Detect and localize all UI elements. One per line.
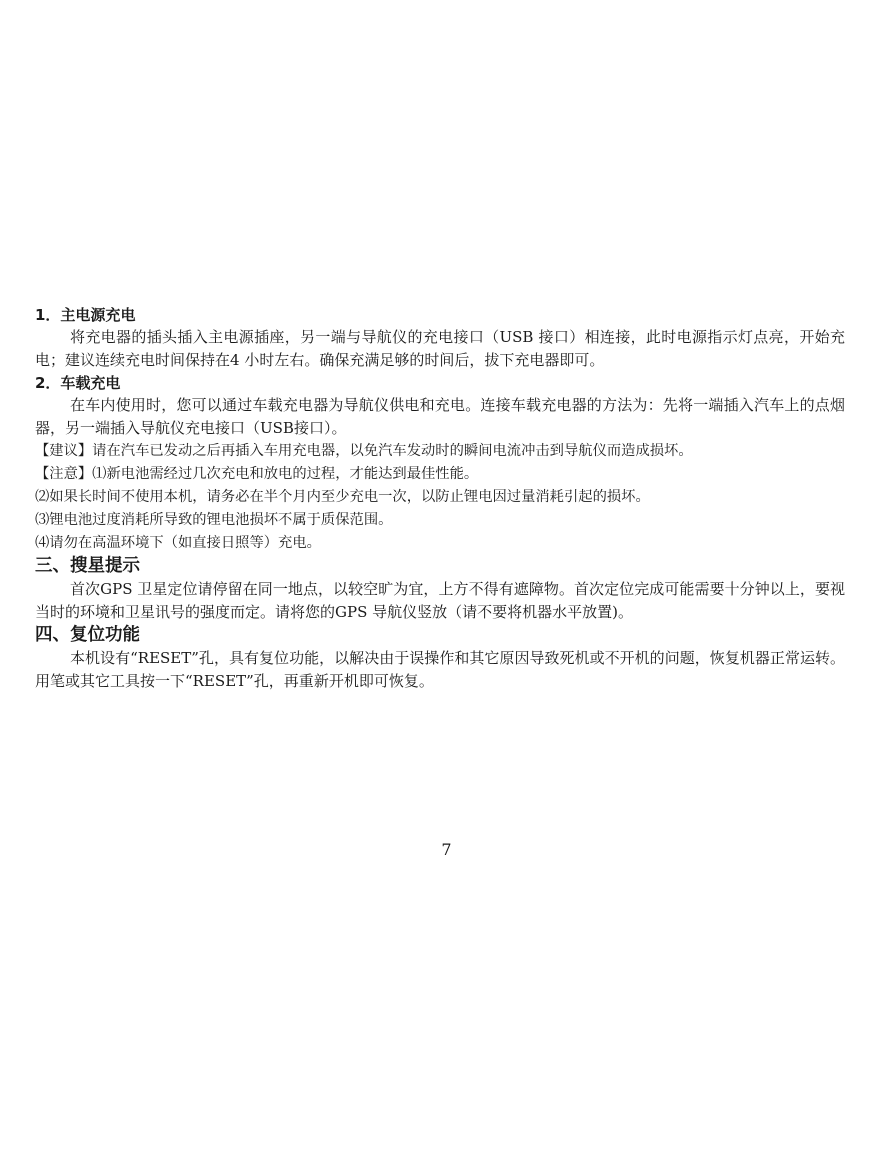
paragraph-car-charging: 在车内使用时，您可以通过车载充电器为导航仪供电和充电。连接车载充电器的方法为：先将一端插入汽车上的点烟器，另一端插入导航仪充电接口（USB接口）。 <box>35 396 845 437</box>
section-heading-car-charging: 2．车载充电 <box>35 374 121 392</box>
section-heading-reset-function: 四、复位功能 <box>35 625 140 645</box>
section-heading-main-power-charging: 1．主电源充电 <box>35 306 136 324</box>
paragraph-reset-function: 本机设有“RESET”孔，具有复位功能，以解决由于误操作和其它原因导致死机或不开机的问题，恢复机器正常运转。用笔或其它工具按一下“RESET”孔，再重新开机即可恢复。 <box>35 649 845 690</box>
page-number: 7 <box>441 840 452 859</box>
caution-note-4: ⑷请勿在高温环境下（如直接日照等）充电。 <box>35 535 321 551</box>
section-heading-satellite-search: 三、搜星提示 <box>35 556 140 576</box>
caution-note-2: ⑵如果长时间不使用本机，请务必在半个月内至少充电一次，以防止锂电因过量消耗引起的损坏。 <box>35 489 650 505</box>
suggestion-note: 【建议】请在汽车已发动之后再插入车用充电器，以免汽车发动时的瞬间电流冲击到导航仪而造成损坏。 <box>35 443 693 459</box>
document-body <box>35 304 845 693</box>
caution-note-1: 【注意】⑴新电池需经过几次充电和放电的过程，才能达到最佳性能。 <box>35 466 479 482</box>
caution-note-3: ⑶锂电池过度消耗所导致的锂电池损坏不属于质保范围。 <box>35 512 393 528</box>
paragraph-satellite-search: 首次GPS 卫星定位请停留在同一地点，以较空旷为宜，上方不得有遮障物。首次定位完成可能需要十分钟以上，要视当时的环境和卫星讯号的强度而定。请将您的GPS 导航仪竖放（请不要将机器水平放置)。 <box>35 580 845 621</box>
paragraph-main-power-charging: 将充电器的插头插入主电源插座，另一端与导航仪的充电接口（USB 接口）相连接，此时电源指示灯点亮，开始充电；建议连续充电时间保持在4 小时左右。确保充满足够的时间后，拔下充电器即可。 <box>35 328 845 369</box>
